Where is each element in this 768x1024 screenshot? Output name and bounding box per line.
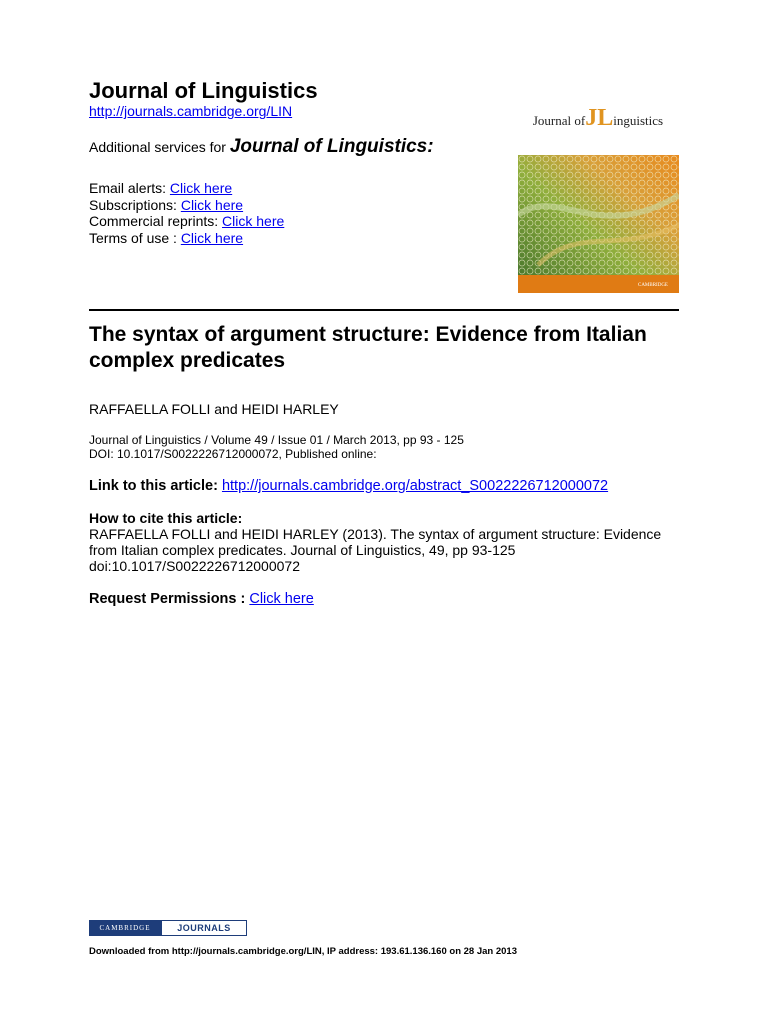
- service-subscriptions: Subscriptions: Click here: [89, 196, 244, 213]
- service-terms-of-use: Terms of use : Click here: [89, 229, 244, 246]
- services-journal-name: Journal of Linguistics:: [229, 136, 434, 157]
- journal-cover-image: [517, 83, 679, 293]
- cite-block: [89, 510, 689, 574]
- logo-cambridge: CAMBRIDGE: [89, 920, 161, 936]
- subscriptions-link[interactable]: Click here: [180, 196, 244, 213]
- additional-services: [89, 136, 434, 158]
- cite-text: RAFFAELLA FOLLI and HEIDI HARLEY (2013). The syntax of argument structure: Evidence from Italian complex predicates. Journal of Linguistics, 49, pp 93-125 doi:10.1017/S0022226712000072: [89, 526, 662, 574]
- citation-meta-volume: Journal of Linguistics / Volume 49 / Issue 01 / March 2013, pp 93 - 125: [89, 433, 464, 447]
- article-title: The syntax of argument structure: Evidence from Italian complex predicates: [89, 323, 647, 372]
- permissions-label: Request Permissions :: [89, 591, 246, 607]
- email-alerts-link[interactable]: Click here: [169, 180, 233, 196]
- article-link-label: Link to this article:: [89, 478, 218, 494]
- cover-artwork: [518, 155, 679, 293]
- cover-masthead: Journal ofJLinguistics: [532, 105, 664, 131]
- service-email-alerts: Email alerts: Click here: [89, 180, 233, 196]
- download-footer: Downloaded from http://journals.cambridge.org/LIN, IP address: 193.61.136.160 on 28 Jan 2013: [89, 946, 517, 957]
- permissions-line: [89, 591, 314, 607]
- article-link[interactable]: http://journals.cambridge.org/abstract_S0022226712000072: [221, 478, 609, 494]
- jl-logo: JL: [585, 105, 614, 131]
- journal-url-link[interactable]: http://journals.cambridge.org/LIN: [89, 103, 293, 119]
- cover-publisher: CAMBRIDGE: [637, 283, 668, 288]
- service-list: [89, 180, 284, 246]
- commercial-reprints-link[interactable]: Click here: [222, 213, 285, 229]
- citation-meta: [89, 433, 464, 461]
- article-authors: RAFFAELLA FOLLI and HEIDI HARLEY: [89, 401, 339, 417]
- permissions-link[interactable]: Click here: [249, 591, 314, 607]
- citation-meta-doi: DOI: 10.1017/S0022226712000072, Published online:: [89, 447, 377, 461]
- logo-journals: JOURNALS: [161, 920, 247, 936]
- services-prefix: Additional services for: [89, 139, 226, 155]
- journal-title: Journal of Linguistics: [89, 78, 318, 103]
- cambridge-journals-logo: [89, 920, 247, 936]
- cover-art-svg: [518, 155, 679, 293]
- article-link-line: [89, 478, 608, 494]
- service-commercial-reprints: Commercial reprints: Click here: [89, 213, 285, 229]
- terms-of-use-link[interactable]: Click here: [180, 229, 244, 246]
- header-divider: [89, 309, 679, 311]
- cite-label: How to cite this article:: [89, 510, 243, 526]
